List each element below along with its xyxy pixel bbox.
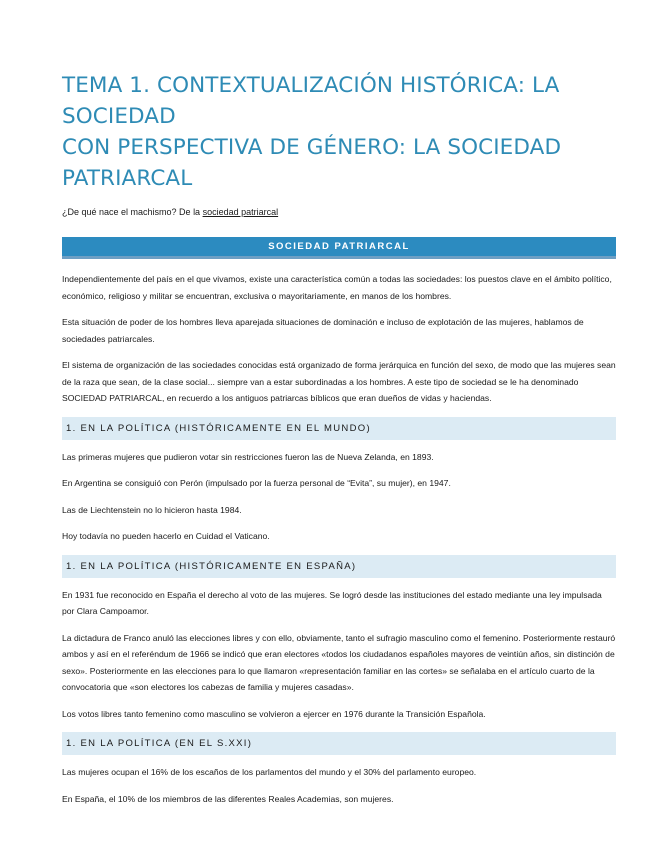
title-line: CON PERSPECTIVA DE GÉNERO: LA SOCIEDAD [62, 135, 562, 160]
section-heading-world: 1. EN LA POLÍTICA (HISTÓRICAMENTE EN EL MUNDO) [62, 417, 616, 440]
list-item: En Argentina se consiguió con Perón (impulsado por la fuerza personal de “Evita”, su mujer), en 1947. [62, 478, 451, 488]
body-paragraph: El sistema de organización de las sociedades conocidas está organizado de forma jerárquica en función del sexo, de modo que las mujeres sean de la raza que sean, de la clase social... siempre van a estar subordinadas a los hombres. A este tipo de sociedad se le ha denominado SOCIEDAD PATRIARCAL, en recuerdo a los antiguos patriarcas bíblicos que eran dueños de vidas y haciendas. [62, 360, 616, 403]
sociedad-patriarcal-link[interactable]: sociedad patriarcal [202, 207, 279, 217]
intro-question [62, 207, 616, 217]
intro-text: ¿De qué nace el machismo? De la [62, 207, 203, 217]
section-heading-21st-century: 1. EN LA POLÍTICA (EN EL S.XXI) [62, 732, 616, 755]
title-line: PATRIARCAL [62, 166, 193, 191]
list-item: En España, el 10% de los miembros de las diferentes Reales Academias, son mujeres. [62, 793, 394, 804]
list-item: Hoy todavía no pueden hacerlo en Cuidad el Vaticano. [62, 531, 270, 541]
title-line: TEMA 1. CONTEXTUALIZACIÓN HISTÓRICA: LA SOCIEDAD [62, 73, 560, 129]
list-item: En 1931 fue reconocido en España el derecho al voto de las mujeres. Se logró desde las instituciones del estado mediante una ley impulsada por Clara Campoamor. [62, 589, 602, 616]
section-banner: SOCIEDAD PATRIARCAL [62, 237, 616, 259]
list-item: Las de Liechtenstein no lo hicieron hasta 1984. [62, 504, 242, 515]
body-paragraph: Independientemente del país en el que vivamos, existe una característica común a todas las sociedades: los puestos clave en el ámbito político, económico, religioso y militar se encuentran, exclusiva o mayoritariamente, en manos de los hombres. [62, 274, 612, 301]
list-item: Las mujeres ocupan el 16% de los escaños de los parlamentos del mundo y el 30% del parlamento europeo. [62, 767, 477, 777]
body-paragraph: Esta situación de poder de los hombres lleva aparejada situaciones de dominación e incluso de explotación de las mujeres, hablamos de sociedades patriarcales. [62, 317, 584, 344]
list-item: Los votos libres tanto femenino como masculino se volvieron a ejercer en 1976 durante la Transición Española. [62, 708, 486, 719]
list-item: La dictadura de Franco anuló las elecciones libres y con ello, obviamente, tanto el sufragio masculino como el femenino. Posteriormente restauró ambos y así en el referéndum de 1966 se indicó que eran electores «todos los ciudadanos españoles mayores de veintiún años, sin distinción de sexo». Posteriormente en las elecciones para lo que llamaron «representación familiar en las cortes» se señalaba en el artículo cuarto de la convocatoria que «son electores los cabezas de familia y mujeres casadas». [62, 632, 616, 692]
page-title [62, 70, 616, 194]
list-item: Las primeras mujeres que pudieron votar sin restricciones fueron las de Nueva Zelanda, en 1893. [62, 451, 434, 462]
section-heading-spain: 1. EN LA POLÍTICA (HISTÓRICAMENTE EN ESPAÑA) [62, 555, 616, 578]
